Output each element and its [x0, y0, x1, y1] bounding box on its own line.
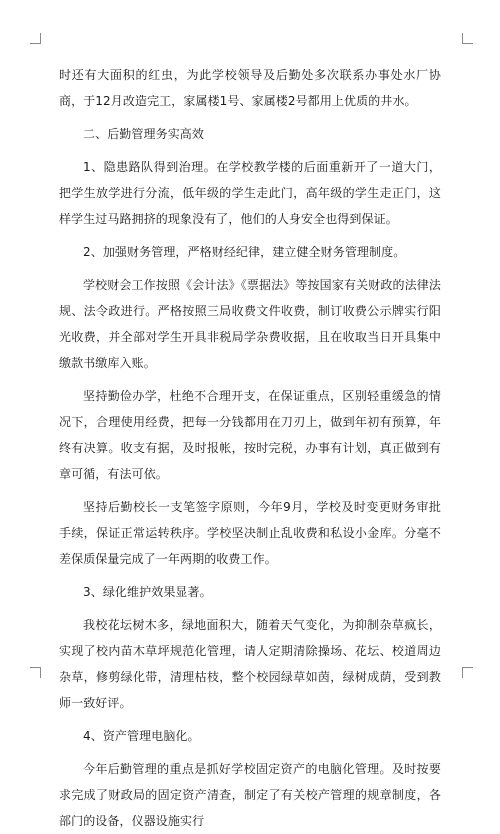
- crop-mark-bottom-right: [462, 667, 473, 678]
- document-body: [59, 62, 441, 834]
- body-paragraph: 坚持勤俭办学，杜绝不合理开支，在保证重点，区别轻重缓急的情况下，合理使用经费，把每一分钱都用在刀刃上，做到年初有预算，年终有决算。收支有据，及时报帐，按时完税，办事有计划，真正做到有章可循，有法可依。: [59, 389, 441, 481]
- body-paragraph: 今年后勤管理的重点是抓好学校固定资产的电脑化管理。及时按要求完成了财政局的固定资产清查，制定了有关校产管理的规章制度，各部门的设备，仪器设施实行: [59, 762, 441, 828]
- body-paragraph: 1、隐患路队得到治理。在学校教学楼的后面重新开了一道大门，把学生放学进行分流，低年级的学生走此门，高年级的学生走正门，这样学生过马路拥挤的现象没有了，他们的人身安全也得到保证。: [59, 160, 441, 226]
- crop-mark-top-left: [30, 33, 41, 44]
- subsection-heading: 4、资产管理电脑化。: [83, 729, 200, 743]
- body-paragraph: 时还有大面积的红虫，为此学校领导及后勤处多次联系办事处水厂协商，于12月改造完工，家属楼1号、家属楼2号都用上优质的井水。: [59, 68, 441, 108]
- body-paragraph: 我校花坛树木多，绿地面积大，随着天气变化，为抑制杂草疯长，实现了校内苗木草坪规范化管理，请人定期清除操场、花坛、校道周边杂草，修剪绿化带，清理枯枝，整个校园绿草如茵，绿树成荫，受到教师一致好评。: [59, 618, 441, 710]
- body-paragraph: 学校财会工作按照《会计法》《票据法》等按国家有关财政的法律法规、法令政进行。严格按照三局收费文件收费，制订收费公示牌实行阳光收费，并全部对学生开具非税局学杂费收据，且在收取当日开具集中缴款书缴库入账。: [59, 278, 441, 370]
- body-paragraph: 坚持后勤校长一支笔签字原则，今年9月，学校及时变更财务审批手续，保证正常运转秩序。学校坚决制止乱收费和私设小金库。分毫不差保质保量完成了一年两期的收费工作。: [59, 500, 441, 566]
- subsection-heading: 3、绿化维护效果显著。: [83, 585, 212, 599]
- section-heading: 二、后勤管理务实高效: [83, 127, 205, 141]
- crop-mark-bottom-left: [30, 667, 41, 678]
- crop-mark-top-right: [462, 33, 473, 44]
- subsection-heading: 2、加强财务管理，严格财经纪律，建立健全财务管理制度。: [83, 245, 406, 259]
